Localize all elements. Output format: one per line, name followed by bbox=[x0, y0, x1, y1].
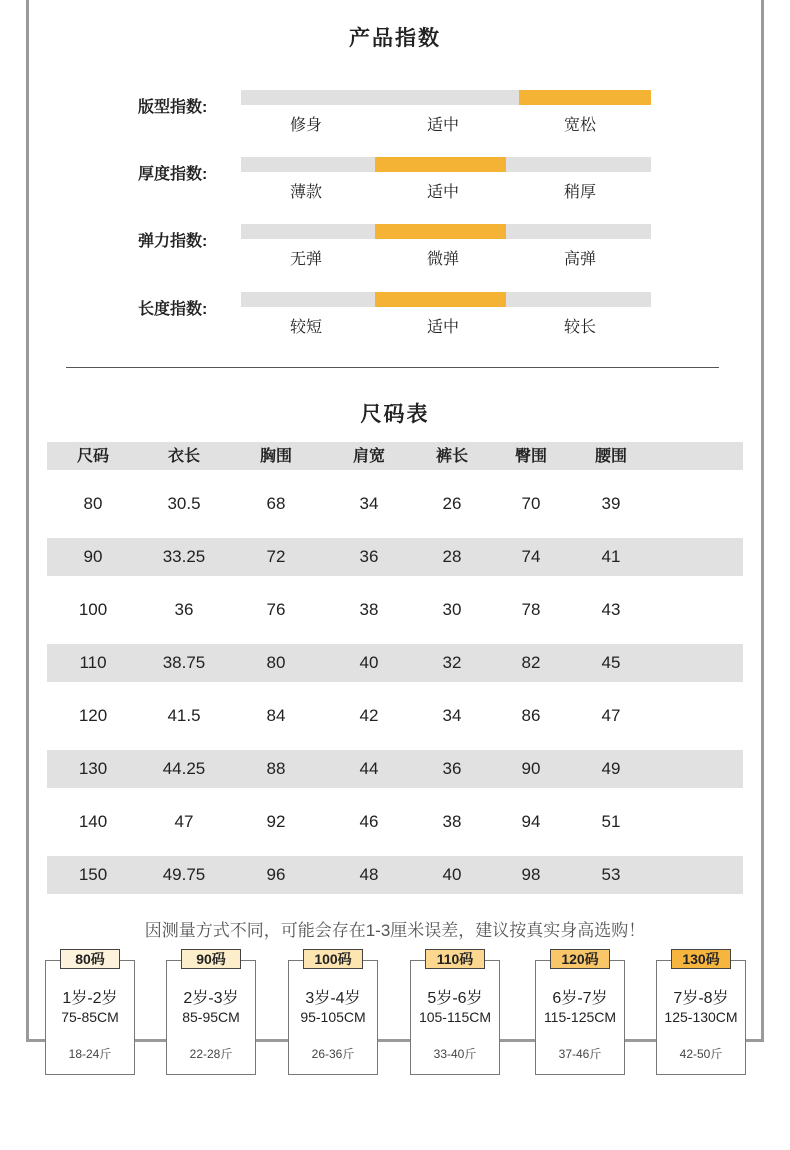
table-cell: 30 bbox=[442, 600, 462, 619]
table-cell: 49.75 bbox=[162, 865, 206, 884]
table-row bbox=[47, 803, 743, 841]
column-header: 裤长 bbox=[435, 448, 468, 465]
index-label: 厚度指数: bbox=[138, 166, 208, 183]
table-cell: 32 bbox=[442, 653, 462, 672]
age-range: 6岁-7岁 bbox=[552, 990, 608, 1007]
age-card bbox=[166, 951, 256, 1075]
table-cell: 70 bbox=[521, 494, 541, 513]
table-cell: 98 bbox=[521, 865, 541, 884]
index-label: 弹力指数: bbox=[138, 233, 208, 250]
age-range: 2岁-3岁 bbox=[183, 990, 239, 1007]
table-cell: 94 bbox=[521, 812, 541, 831]
table-cell: 130 bbox=[78, 759, 108, 778]
table-cell: 33.25 bbox=[162, 547, 206, 566]
table-cell: 47 bbox=[174, 812, 194, 831]
index-row bbox=[0, 157, 790, 217]
table-cell: 76 bbox=[266, 600, 286, 619]
table-row bbox=[47, 591, 743, 629]
index-row bbox=[0, 224, 790, 284]
size-tag: 110码 bbox=[425, 949, 485, 969]
age-range: 3岁-4岁 bbox=[305, 990, 361, 1007]
table-cell: 41.5 bbox=[167, 706, 201, 725]
index-option: 无弹 bbox=[289, 251, 322, 268]
table-cell: 34 bbox=[442, 706, 462, 725]
weight-range: 42-50斤 bbox=[679, 1047, 723, 1061]
table-row bbox=[47, 538, 743, 576]
table-cell: 68 bbox=[266, 494, 286, 513]
table-cell: 30.5 bbox=[167, 494, 201, 513]
table-row bbox=[47, 750, 743, 788]
index-option: 高弹 bbox=[563, 251, 596, 268]
table-cell: 42 bbox=[359, 706, 379, 725]
table-cell: 38 bbox=[359, 600, 379, 619]
table-cell: 92 bbox=[266, 812, 286, 831]
column-header: 尺码 bbox=[76, 448, 109, 465]
table-cell: 40 bbox=[442, 865, 462, 884]
column-header: 腰围 bbox=[594, 448, 627, 465]
column-header: 衣长 bbox=[167, 448, 200, 465]
height-range: 95-105CM bbox=[300, 1009, 366, 1025]
table-cell: 44 bbox=[359, 759, 379, 778]
index-bar-fill bbox=[375, 292, 506, 307]
height-range: 85-95CM bbox=[182, 1009, 240, 1025]
index-bar bbox=[241, 157, 651, 172]
table-cell: 48 bbox=[359, 865, 379, 884]
table-cell: 74 bbox=[521, 547, 541, 566]
table-row bbox=[47, 697, 743, 735]
weight-range: 18-24斤 bbox=[68, 1047, 112, 1061]
index-option: 适中 bbox=[426, 117, 459, 134]
table-cell: 49 bbox=[601, 759, 621, 778]
table-cell: 90 bbox=[83, 547, 103, 566]
weight-range: 22-28斤 bbox=[189, 1047, 233, 1061]
index-bar-fill bbox=[519, 90, 651, 105]
table-cell: 34 bbox=[359, 494, 379, 513]
table-cell: 110 bbox=[79, 653, 107, 672]
height-range: 105-115CM bbox=[418, 1009, 492, 1025]
index-option: 较长 bbox=[563, 319, 596, 336]
height-range: 125-130CM bbox=[664, 1009, 738, 1025]
age-card bbox=[535, 951, 625, 1075]
index-label: 长度指数: bbox=[138, 301, 208, 318]
table-cell: 43 bbox=[601, 600, 621, 619]
table-cell: 82 bbox=[521, 653, 541, 672]
table-row bbox=[47, 485, 743, 523]
age-range: 5岁-6岁 bbox=[427, 990, 483, 1007]
age-range: 1岁-2岁 bbox=[62, 990, 118, 1007]
index-row bbox=[0, 292, 790, 352]
column-header: 肩宽 bbox=[352, 448, 385, 465]
column-header: 胸围 bbox=[259, 448, 292, 465]
table-cell: 100 bbox=[78, 600, 108, 619]
index-bar bbox=[241, 292, 651, 307]
index-option: 薄款 bbox=[289, 184, 322, 201]
weight-range: 33-40斤 bbox=[433, 1047, 477, 1061]
table-cell: 44.25 bbox=[162, 759, 206, 778]
age-card bbox=[288, 951, 378, 1075]
column-header: 臀围 bbox=[514, 448, 547, 465]
age-range: 7岁-8岁 bbox=[673, 990, 729, 1007]
table-cell: 80 bbox=[266, 653, 286, 672]
table-cell: 78 bbox=[521, 600, 541, 619]
size-tag: 90码 bbox=[181, 949, 241, 969]
table-cell: 36 bbox=[442, 759, 462, 778]
table-cell: 38 bbox=[442, 812, 462, 831]
table-cell: 84 bbox=[266, 706, 286, 725]
table-cell: 46 bbox=[359, 812, 379, 831]
measurement-note: 因测量方式不同，可能会存在1-3厘米误差，建议按真实身高选购！ bbox=[144, 921, 646, 940]
table-cell: 41 bbox=[601, 547, 621, 566]
table-cell: 96 bbox=[266, 865, 286, 884]
table-cell: 140 bbox=[78, 812, 108, 831]
table-cell: 26 bbox=[442, 494, 462, 513]
index-option: 修身 bbox=[289, 117, 322, 134]
table-cell: 120 bbox=[78, 706, 108, 725]
size-table-title: 尺码表 bbox=[360, 403, 430, 426]
section-divider bbox=[66, 367, 719, 368]
table-cell: 88 bbox=[266, 759, 286, 778]
index-option: 宽松 bbox=[563, 117, 596, 134]
table-cell: 47 bbox=[601, 706, 621, 725]
table-cell: 150 bbox=[78, 865, 108, 884]
index-bar bbox=[241, 224, 651, 239]
age-card bbox=[45, 951, 135, 1075]
weight-range: 26-36斤 bbox=[311, 1047, 355, 1061]
table-cell: 72 bbox=[266, 547, 286, 566]
table-cell: 38.75 bbox=[162, 653, 206, 672]
table-cell: 40 bbox=[359, 653, 379, 672]
index-option: 适中 bbox=[426, 319, 459, 336]
size-tag: 120码 bbox=[550, 949, 610, 969]
index-row bbox=[0, 90, 790, 150]
table-cell: 86 bbox=[521, 706, 541, 725]
table-cell: 51 bbox=[601, 812, 621, 831]
size-table bbox=[47, 442, 743, 894]
table-row bbox=[47, 856, 743, 894]
age-card bbox=[410, 951, 500, 1075]
index-bar-fill bbox=[375, 157, 506, 172]
size-tag: 100码 bbox=[303, 949, 363, 969]
size-tag: 80码 bbox=[60, 949, 120, 969]
table-header-row bbox=[47, 442, 743, 470]
index-bar bbox=[241, 90, 651, 105]
age-card bbox=[656, 951, 746, 1075]
size-tag: 130码 bbox=[671, 949, 731, 969]
height-range: 75-85CM bbox=[61, 1009, 119, 1025]
index-option: 稍厚 bbox=[563, 184, 596, 201]
table-cell: 45 bbox=[601, 653, 621, 672]
table-row bbox=[47, 644, 743, 682]
table-cell: 80 bbox=[83, 494, 103, 513]
table-cell: 28 bbox=[442, 547, 462, 566]
index-option: 适中 bbox=[426, 184, 459, 201]
index-option: 微弹 bbox=[426, 251, 459, 268]
index-bar-fill bbox=[375, 224, 506, 239]
table-cell: 39 bbox=[601, 494, 621, 513]
table-cell: 36 bbox=[359, 547, 379, 566]
weight-range: 37-46斤 bbox=[558, 1047, 602, 1061]
table-cell: 90 bbox=[521, 759, 541, 778]
table-cell: 53 bbox=[601, 865, 621, 884]
table-cell: 36 bbox=[174, 600, 194, 619]
index-label: 版型指数: bbox=[138, 99, 208, 116]
product-index-title: 产品指数 bbox=[349, 27, 441, 50]
index-option: 较短 bbox=[289, 319, 322, 336]
height-range: 115-125CM bbox=[543, 1009, 617, 1025]
